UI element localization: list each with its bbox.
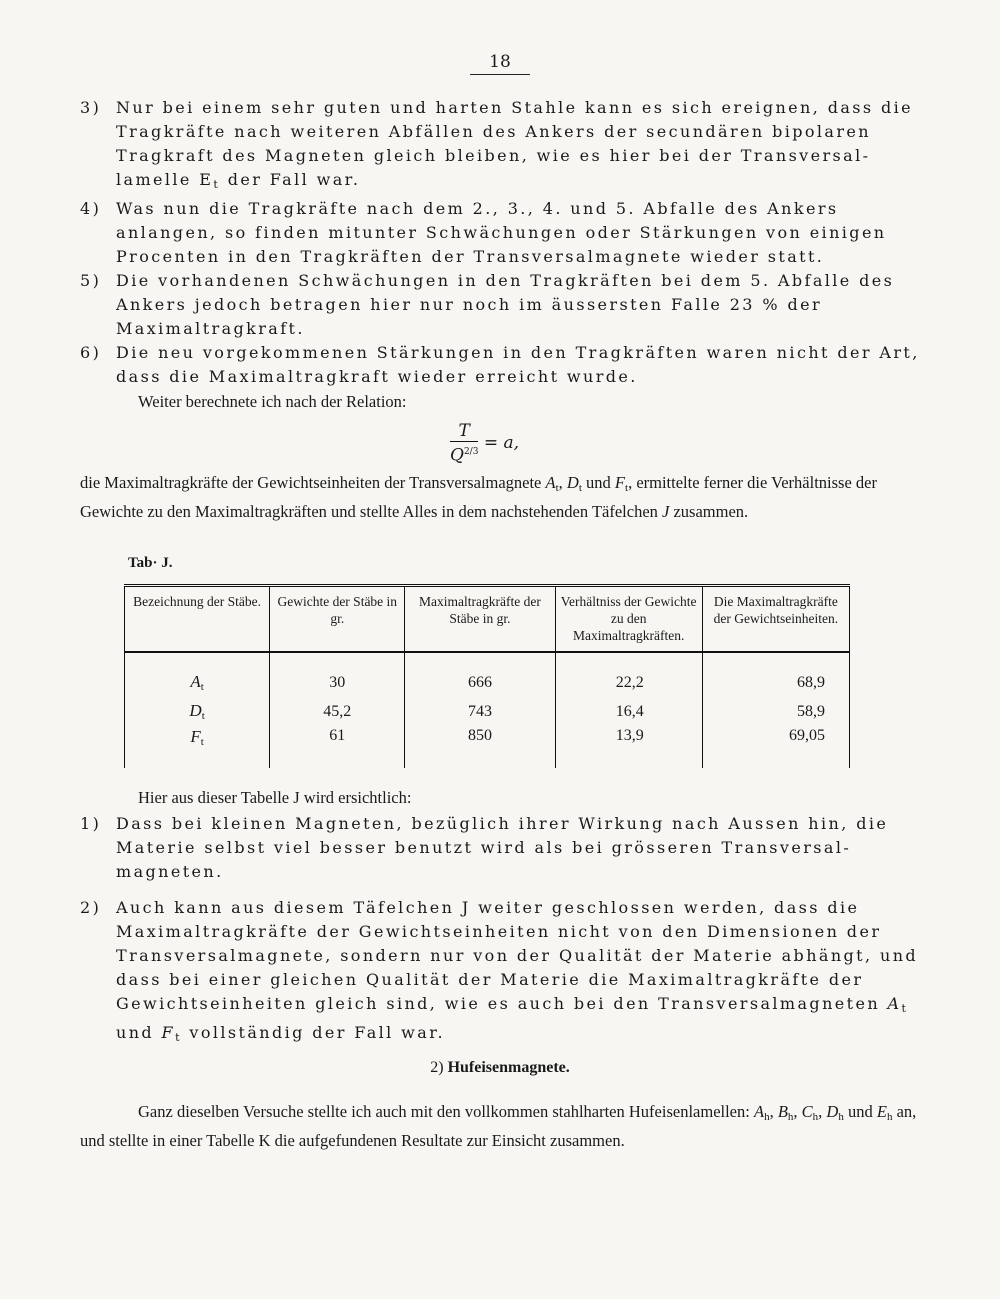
list-item: 6) Die neu vorgekommenen Stärkungen in den Tragkräften waren nicht der Art, dass die Maximaltragkraft wieder erreicht wurde. (80, 343, 920, 386)
list-item: 4) Was nun die Tragkräfte nach dem 2., 3., 4. und 5. Abfalle des Ankers anlangen, so finden mitunter Schwächungen oder Stärkungen von einigen Procenten in den Tragkräften der Transversalmagnete wieder statt. (80, 199, 887, 266)
header-weight: Gewichte der Stäbe in gr. (270, 586, 405, 653)
list-item: 1) Dass bei kleinen Magneten, bezüglich ihrer Wirkung nach Aussen hin, die Materie selbst viel besser benutzt wird als bei grösseren Transversalmagneten. (80, 814, 889, 881)
list-item: 3) Nur bei einem sehr guten und harten Stahle kann es sich ereignen, dass die Tragkräfte nach weiteren Abfällen des Ankers der secundären bipolaren Tragkraft des Magneten gleich bleiben, wie es hier bei der Transversallamelle $E_t$ der Fall war. (80, 98, 914, 191)
page-number: 18 (470, 52, 530, 75)
table-row: $A_t$ 30 666 22,2 68,9 (125, 652, 850, 697)
formula-exponent: 2/3 (463, 447, 479, 457)
relation-intro: Weiter berechnete ich nach der Relation: (138, 392, 407, 411)
table-row: $D_t$ 45,2 743 16,4 58,9 (125, 697, 850, 726)
table-label: Tab· J. (128, 555, 173, 571)
observations-list-a (80, 96, 920, 389)
list-item: 5) Die vorhandenen Schwächungen in den Tragkräften bei dem 5. Abfalle des Ankers jedoch betragen hier nur noch im äussersten Falle 23 % der Maximaltragkraft. (80, 271, 895, 338)
conclusion-intro: Hier aus dieser Tabelle J wird ersichtlich: (138, 788, 412, 807)
header-max-force: Maximaltragkräfte der Stäbe in gr. (405, 586, 555, 653)
table-row: $F_t$ 61 850 13,9 69,05 (125, 726, 850, 768)
observations-list-b (80, 812, 920, 1050)
formula-rhs: = a, (483, 432, 520, 453)
list-item: 2) Auch kann aus diesem Täfelchen J weiter geschlossen werden, dass die Maximaltragkräfte der Gewichtseinheiten nicht von den Dimensionen der Transversalmagnete, sondern nur von der Qualität der Materie abhängt, und dass bei einer gleichen Qualität der Materie die Maximaltragkräfte der Gewichtseinheiten gleich sind, wie es auch bei den Transversalmagneten $A_t$ und $F_t$ vollständig der Fall war. (80, 898, 919, 1044)
section-heading: 2) Hufeisenmagnete. (430, 1059, 570, 1076)
formula-denominator: Q (450, 445, 464, 466)
header-unit-force: Die Maximaltragkräfte der Gewichtseinheiten. (702, 586, 849, 653)
header-ratio: Verhältniss der Gewichte zu den Maximaltragkräften. (555, 586, 702, 653)
formula-numerator: T (458, 421, 470, 441)
relation-formula (450, 421, 519, 466)
header-designation: Bezeichnung der Stäbe. (125, 586, 270, 653)
results-table (124, 584, 850, 768)
table-header-row (125, 586, 850, 653)
relation-paragraph: die Maximaltragkräfte der Gewichtseinheiten der Transversalmagnete $A_t$, $D_t$ und $F_t$, ermittelte ferner die Verhältnisse der Gewichte zu den Maximaltragkräften und stellte Alles in dem nachstehenden Täfelchen J zusammen. (80, 473, 877, 521)
final-paragraph: Ganz dieselben Versuche stellte ich auch mit den vollkommen stahlharten Hufeisenlamellen: $A_h$, $B_h$, $C_h$, $D_h$ und $E_h$ an, und stellte in einer Tabelle K die aufgefundenen Resultate zur Einsicht zusammen. (80, 1102, 917, 1150)
